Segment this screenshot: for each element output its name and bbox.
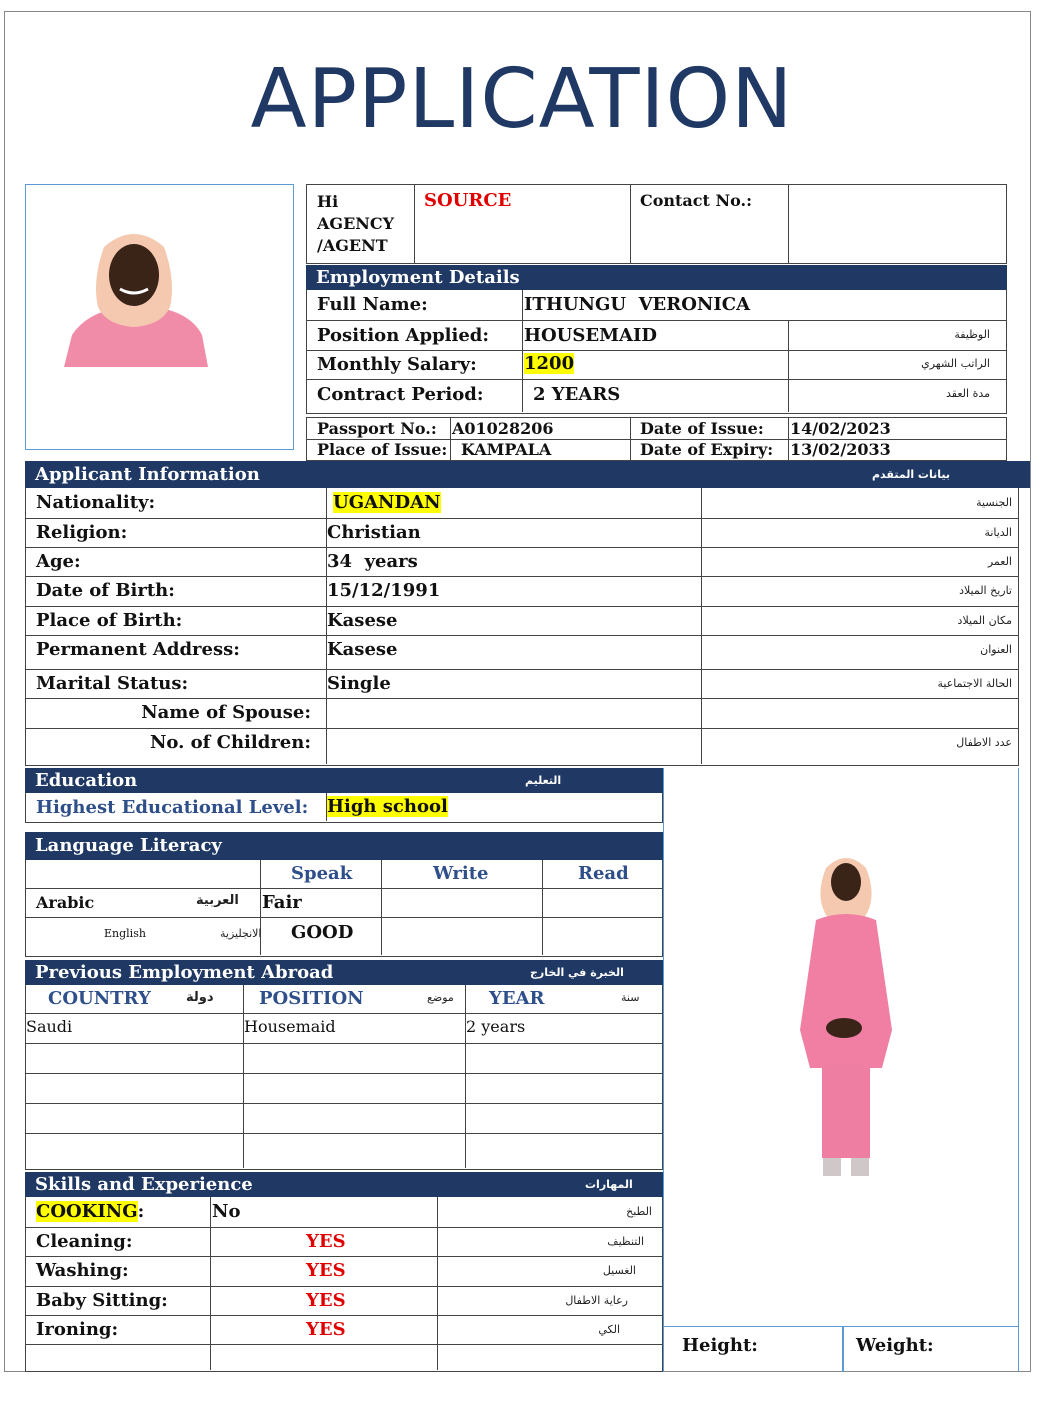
previous-col-country-ar: دولة [186, 990, 214, 1005]
skill-label: Washing: [36, 1260, 129, 1281]
skill-label: COOKING: [36, 1201, 145, 1222]
previous-row-year: 2 years [466, 1017, 526, 1036]
applicant-value: Christian [327, 522, 421, 543]
education-level-value: High school [327, 796, 448, 817]
applicant-arabic: الحالة الاجتماعية [937, 677, 1012, 690]
portrait-photo-frame [25, 184, 294, 450]
education-level-label: Highest Educational Level: [36, 797, 309, 818]
applicant-arabic: الجنسية [976, 496, 1012, 509]
skill-label-text: COOKING [36, 1201, 138, 1222]
skill-label: Baby Sitting: [36, 1289, 168, 1311]
salary-label: Monthly Salary: [317, 354, 477, 375]
agency-label: Hi AGENCY /AGENT [317, 192, 395, 255]
salary-value: 1200 [524, 353, 575, 374]
previous-header-title: Previous Employment Abroad [35, 962, 334, 983]
skill-arabic: رعاية الاطفال [565, 1293, 628, 1307]
position-label: Position Applied: [317, 325, 490, 346]
weight-label: Weight: [856, 1335, 934, 1356]
applicant-value: Single [327, 673, 391, 694]
previous-col-position-ar: موضع [427, 991, 454, 1004]
passport-number: A01028206 [452, 419, 554, 438]
fullbody-photo [664, 768, 1018, 1324]
employment-header: Employment Details [306, 265, 1007, 290]
applicant-arabic: العمر [987, 555, 1012, 568]
applicant-header-title: Applicant Information [35, 464, 260, 485]
expiry-date-label: Date of Expiry: [640, 440, 774, 459]
contract-arabic: مدة العقد [946, 387, 990, 400]
salary-arabic: الراتب الشهري [921, 357, 990, 370]
language-english-ar: الانجليزية [220, 927, 262, 940]
skills-header-arabic: المهارات [585, 1178, 633, 1191]
applicant-arabic: العنوان [980, 643, 1012, 656]
applicant-header-arabic: بيانات المتقدم [872, 468, 950, 481]
applicant-label: Permanent Address: [36, 639, 240, 660]
applicant-table [25, 488, 1019, 766]
language-table [25, 860, 663, 957]
agency-table [306, 184, 1007, 264]
previous-row-position: Housemaid [244, 1017, 336, 1036]
language-arabic-name: Arabic [36, 893, 95, 912]
applicant-value: 34 years [327, 551, 418, 572]
issue-date-label: Date of Issue: [640, 419, 764, 438]
applicant-label: Nationality: [36, 492, 156, 513]
contract-value: 2 YEARS [533, 384, 621, 405]
applicant-value: UGANDAN [333, 492, 441, 513]
skill-value: YES [306, 1289, 346, 1311]
applicant-label: Place of Birth: [36, 610, 183, 631]
language-header: Language Literacy [25, 832, 663, 860]
measurements-table [663, 1326, 1019, 1372]
issue-date: 14/02/2023 [790, 419, 891, 438]
skill-arabic: الكي [598, 1323, 620, 1336]
language-col-speak: Speak [291, 863, 353, 884]
education-table [25, 793, 663, 823]
language-english-name: English [104, 927, 146, 940]
applicant-label: No. of Children: [149, 732, 311, 753]
applicant-header [25, 461, 1030, 488]
skill-arabic: الطبخ [626, 1205, 652, 1218]
language-col-read: Read [578, 863, 629, 884]
skill-value: YES [306, 1230, 346, 1252]
applicant-value: Kasese [327, 639, 398, 660]
full-name-value: ITHUNGU VERONICA [524, 294, 751, 315]
skills-header [25, 1172, 663, 1197]
height-label: Height: [682, 1335, 758, 1356]
position-arabic: الوظيفة [954, 328, 990, 341]
portrait-photo [26, 185, 292, 448]
expiry-date: 13/02/2033 [790, 440, 891, 459]
skill-label: Ironing: [36, 1319, 119, 1340]
language-arabic-speak: Fair [262, 892, 302, 913]
skill-arabic: التنظيف [607, 1234, 644, 1248]
previous-col-position: POSITION [259, 988, 364, 1009]
skill-value: YES [306, 1319, 346, 1340]
previous-header-arabic: الخبرة في الخارج [530, 966, 624, 979]
place-of-issue-label: Place of Issue: [317, 440, 448, 459]
previous-header [25, 960, 663, 985]
passport-table [306, 417, 1007, 461]
previous-row-country: Saudi [26, 1017, 73, 1036]
previous-col-year: YEAR [489, 988, 545, 1009]
applicant-arabic: تاريخ الميلاد [959, 584, 1012, 597]
applicant-arabic: الديانة [984, 526, 1012, 539]
applicant-label: Age: [36, 551, 81, 572]
agency-value: SOURCE [424, 190, 512, 211]
full-name-label: Full Name: [317, 294, 428, 315]
contact-label: Contact No.: [640, 191, 752, 210]
applicant-label: Marital Status: [36, 673, 189, 694]
language-col-write: Write [433, 863, 489, 884]
applicant-label: Name of Spouse: [141, 702, 311, 723]
previous-col-year-ar: سنة [621, 991, 640, 1004]
applicant-label: Date of Birth: [36, 580, 175, 601]
skill-arabic: الغسيل [602, 1264, 636, 1277]
skills-table [25, 1197, 663, 1372]
education-header-title: Education [35, 770, 138, 791]
language-arabic-ar: العربية [196, 893, 239, 908]
applicant-arabic: مكان الميلاد [957, 614, 1012, 627]
page-title: APPLICATION [250, 52, 794, 147]
skills-header-title: Skills and Experience [35, 1174, 253, 1195]
applicant-arabic: عدد الاطفال [956, 736, 1012, 749]
previous-table [25, 985, 663, 1170]
education-header [25, 768, 663, 793]
applicant-value: Kasese [327, 610, 398, 631]
language-english-speak: GOOD [291, 922, 354, 943]
employment-table [306, 290, 1007, 414]
applicant-label: Religion: [36, 522, 128, 543]
education-header-arabic: التعليم [525, 774, 562, 787]
contract-label: Contract Period: [317, 384, 484, 405]
applicant-value: 15/12/1991 [327, 580, 441, 601]
skill-value: No [212, 1201, 241, 1222]
position-value: HOUSEMAID [524, 325, 658, 346]
skill-label: Cleaning: [36, 1230, 133, 1252]
place-of-issue: KAMPALA [461, 440, 552, 459]
skill-value: YES [306, 1260, 346, 1281]
passport-number-label: Passport No.: [317, 419, 437, 438]
previous-col-country: COUNTRY [48, 988, 151, 1009]
fullbody-photo-frame [663, 768, 1019, 1326]
